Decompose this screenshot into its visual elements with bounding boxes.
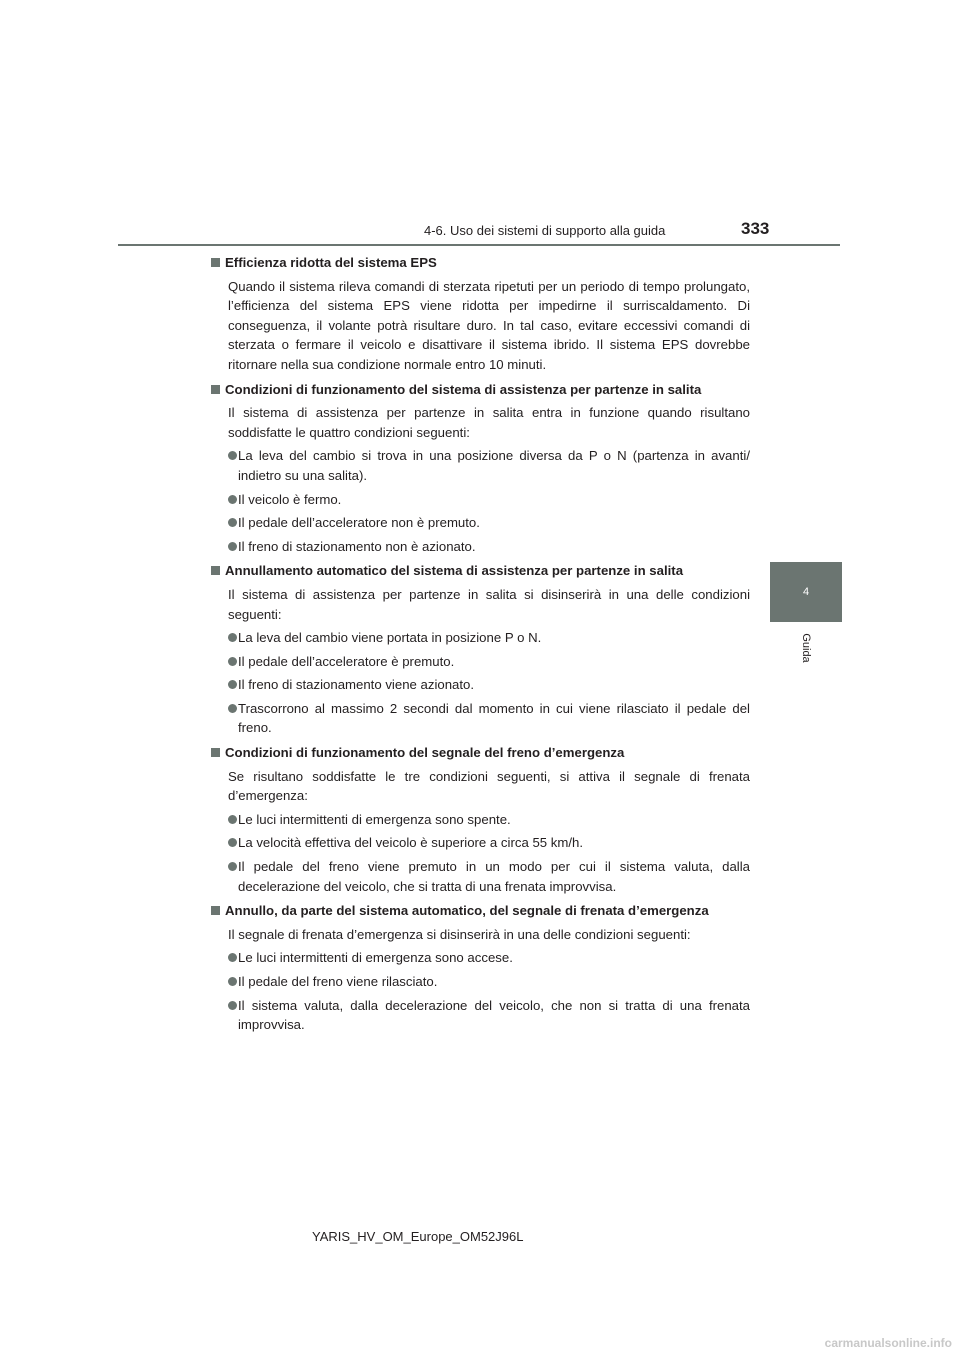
- list-item-text: Le luci intermittenti di emergenza sono spente.: [238, 811, 511, 827]
- section-title: [211, 561, 750, 581]
- list-item-text: La leva del cambio si trova in una posizione diversa da P o N (partenza in avanti/ indietro su una salita).: [238, 448, 750, 483]
- header-divider: [118, 244, 840, 246]
- list-item-text: Il pedale dell’acceleratore non è premuto.: [238, 515, 480, 531]
- list-item-text: Il pedale dell’acceleratore è premuto.: [238, 653, 455, 669]
- content-section: [211, 561, 750, 738]
- circle-bullet-icon: [228, 542, 237, 551]
- section-title-text: Annullo, da parte del sistema automatico, del segnale di frenata d’emergenza: [225, 903, 709, 919]
- list-item: [228, 446, 750, 485]
- list-item: [228, 972, 750, 992]
- section-title-text: Annullamento automatico del sistema di assistenza per partenze in salita: [225, 563, 684, 579]
- circle-bullet-icon: [228, 451, 237, 460]
- list-item: [228, 513, 750, 533]
- list-item-text: Trascorrono al massimo 2 secondi dal momento in cui viene rilasciato il pedale del freno.: [238, 700, 750, 736]
- list-item-text: Le luci intermittenti di emergenza sono accese.: [238, 950, 513, 966]
- section-title: [211, 743, 750, 763]
- section-paragraph: Il segnale di frenata d’emergenza si disinserirà in una delle condizioni seguenti:: [228, 926, 691, 942]
- section-title: [211, 253, 750, 273]
- list-item: [228, 652, 750, 672]
- section-title-text: Efficienza ridotta del sistema EPS: [225, 255, 437, 270]
- list-item: [228, 699, 750, 738]
- chapter-tab: 4: [770, 562, 842, 622]
- footer-doc-code: YARIS_HV_OM_Europe_OM52J96L: [312, 1229, 524, 1244]
- section-title: [211, 380, 750, 400]
- circle-bullet-icon: [228, 680, 237, 689]
- circle-bullet-icon: [228, 518, 237, 527]
- list-item: [228, 810, 750, 830]
- section-paragraph: Il sistema di assistenza per partenze in salita entra in funzione quando risultano soddisfatte le quattro condizioni seguenti:: [228, 405, 750, 440]
- header-section-title: 4-6. Uso dei sistemi di supporto alla guida: [424, 223, 666, 238]
- section-title: [211, 901, 750, 921]
- section-title-text: Condizioni di funzionamento del segnale del freno d’emergenza: [225, 745, 625, 761]
- list-item-text: Il veicolo è fermo.: [238, 491, 342, 507]
- circle-bullet-icon: [228, 704, 237, 713]
- list-item-text: Il pedale del freno viene rilasciato.: [238, 974, 438, 989]
- list-item: [228, 675, 750, 695]
- square-bullet-icon: [211, 385, 220, 394]
- circle-bullet-icon: [228, 977, 237, 986]
- list-item: [228, 857, 750, 896]
- list-item: [228, 833, 750, 853]
- list-item-text: La velocità effettiva del veicolo è superiore a circa 55 km/h.: [238, 835, 584, 851]
- content-section: [211, 743, 750, 896]
- section-paragraph: Il sistema di assistenza per partenze in salita si disinserirà in una delle condizioni seguenti:: [228, 586, 750, 622]
- square-bullet-icon: [211, 566, 220, 575]
- circle-bullet-icon: [228, 495, 237, 504]
- square-bullet-icon: [211, 258, 220, 267]
- circle-bullet-icon: [228, 657, 237, 666]
- list-item: [228, 996, 750, 1035]
- list-item-text: Il pedale del freno viene premuto in un modo per cui il sistema valuta, dalla decelerazione del veicolo, che si tratta di una frenata improvvisa.: [238, 859, 750, 894]
- list-item: [228, 628, 750, 648]
- square-bullet-icon: [211, 906, 220, 915]
- list-item-text: Il sistema valuta, dalla decelerazione del veicolo, che non si tratta di una frenata improvvisa.: [238, 997, 750, 1033]
- content-section: [211, 380, 750, 557]
- list-item-text: Il freno di stazionamento viene azionato.: [238, 677, 475, 693]
- circle-bullet-icon: [228, 862, 237, 871]
- content-section: [211, 901, 750, 1035]
- page-number: 333: [741, 219, 770, 238]
- content-section: [211, 253, 750, 375]
- circle-bullet-icon: [228, 633, 237, 642]
- circle-bullet-icon: [228, 953, 237, 962]
- section-title-text: Condizioni di funzionamento del sistema di assistenza per partenze in salita: [225, 381, 702, 397]
- circle-bullet-icon: [228, 815, 237, 824]
- circle-bullet-icon: [228, 1001, 237, 1010]
- section-paragraph: Quando il sistema rileva comandi di sterzata ripetuti per un periodo di tempo prolungato, l’efficienza del sistema EPS viene ridotta per impedirne il surriscaldamento. Di conseguenza, il volante potrà risultare duro. In tal caso, evitare eccessivi comandi di sterzata o fermare il veicolo e disattivare il sistema ibrido. Il sistema EPS dovrebbe ritornare nella sua condizione normale entro 10 minuti.: [228, 278, 750, 372]
- section-paragraph: Se risultano soddisfatte le tre condizioni seguenti, si attiva il segnale di frenata d’emergenza:: [228, 768, 750, 804]
- page-content: [211, 253, 750, 1040]
- list-item: [228, 490, 750, 510]
- watermark: carmanualsonline.info: [824, 1336, 952, 1350]
- chapter-label: Guida: [800, 633, 812, 663]
- list-item: [228, 537, 750, 557]
- list-item-text: Il freno di stazionamento non è azionato.: [238, 538, 476, 554]
- list-item: [228, 948, 750, 968]
- circle-bullet-icon: [228, 838, 237, 847]
- list-item-text: La leva del cambio viene portata in posizione P o N.: [238, 630, 542, 646]
- square-bullet-icon: [211, 748, 220, 757]
